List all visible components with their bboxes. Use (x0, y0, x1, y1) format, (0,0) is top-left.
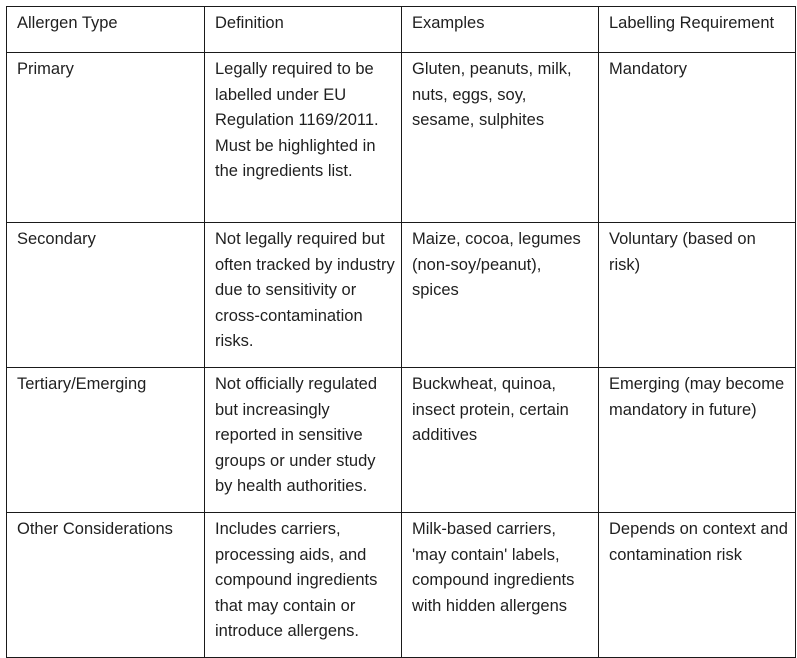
cell-labelling-requirement: Voluntary (based on risk) (599, 223, 796, 368)
cell-allergen-type: Secondary (7, 223, 205, 368)
cell-allergen-type: Other Considerations (7, 513, 205, 658)
table-header (7, 7, 796, 53)
cell-definition: Legally required to be labelled under EU Regulation 1169/2011. Must be highlighted in the ingredients list. (205, 53, 402, 223)
cell-examples: Milk-based carriers, 'may contain' labels, compound ingredients with hidden allergens (402, 513, 599, 658)
cell-examples: Gluten, peanuts, milk, nuts, eggs, soy, sesame, sulphites (402, 53, 599, 223)
cell-labelling-requirement: Depends on context and contamination risk (599, 513, 796, 658)
cell-labelling-requirement: Mandatory (599, 53, 796, 223)
table-row (7, 513, 796, 658)
cell-definition: Not officially regulated but increasingly reported in sensitive groups or under study by health authorities. (205, 368, 402, 513)
header-examples: Examples (402, 7, 599, 53)
table-body (7, 53, 796, 658)
header-labelling-requirement: Labelling Requirement (599, 7, 796, 53)
cell-definition: Not legally required but often tracked by industry due to sensitivity or cross-contamination risks. (205, 223, 402, 368)
table-row (7, 368, 796, 513)
header-row (7, 7, 796, 53)
cell-definition: Includes carriers, processing aids, and compound ingredients that may contain or introduce allergens. (205, 513, 402, 658)
cell-allergen-type: Tertiary/Emerging (7, 368, 205, 513)
table-row (7, 53, 796, 223)
cell-examples: Buckwheat, quinoa, insect protein, certain additives (402, 368, 599, 513)
table-row (7, 223, 796, 368)
cell-allergen-type: Primary (7, 53, 205, 223)
header-allergen-type: Allergen Type (7, 7, 205, 53)
header-definition: Definition (205, 7, 402, 53)
cell-examples: Maize, cocoa, legumes (non-soy/peanut), spices (402, 223, 599, 368)
allergen-table (6, 6, 796, 658)
cell-labelling-requirement: Emerging (may become mandatory in future) (599, 368, 796, 513)
